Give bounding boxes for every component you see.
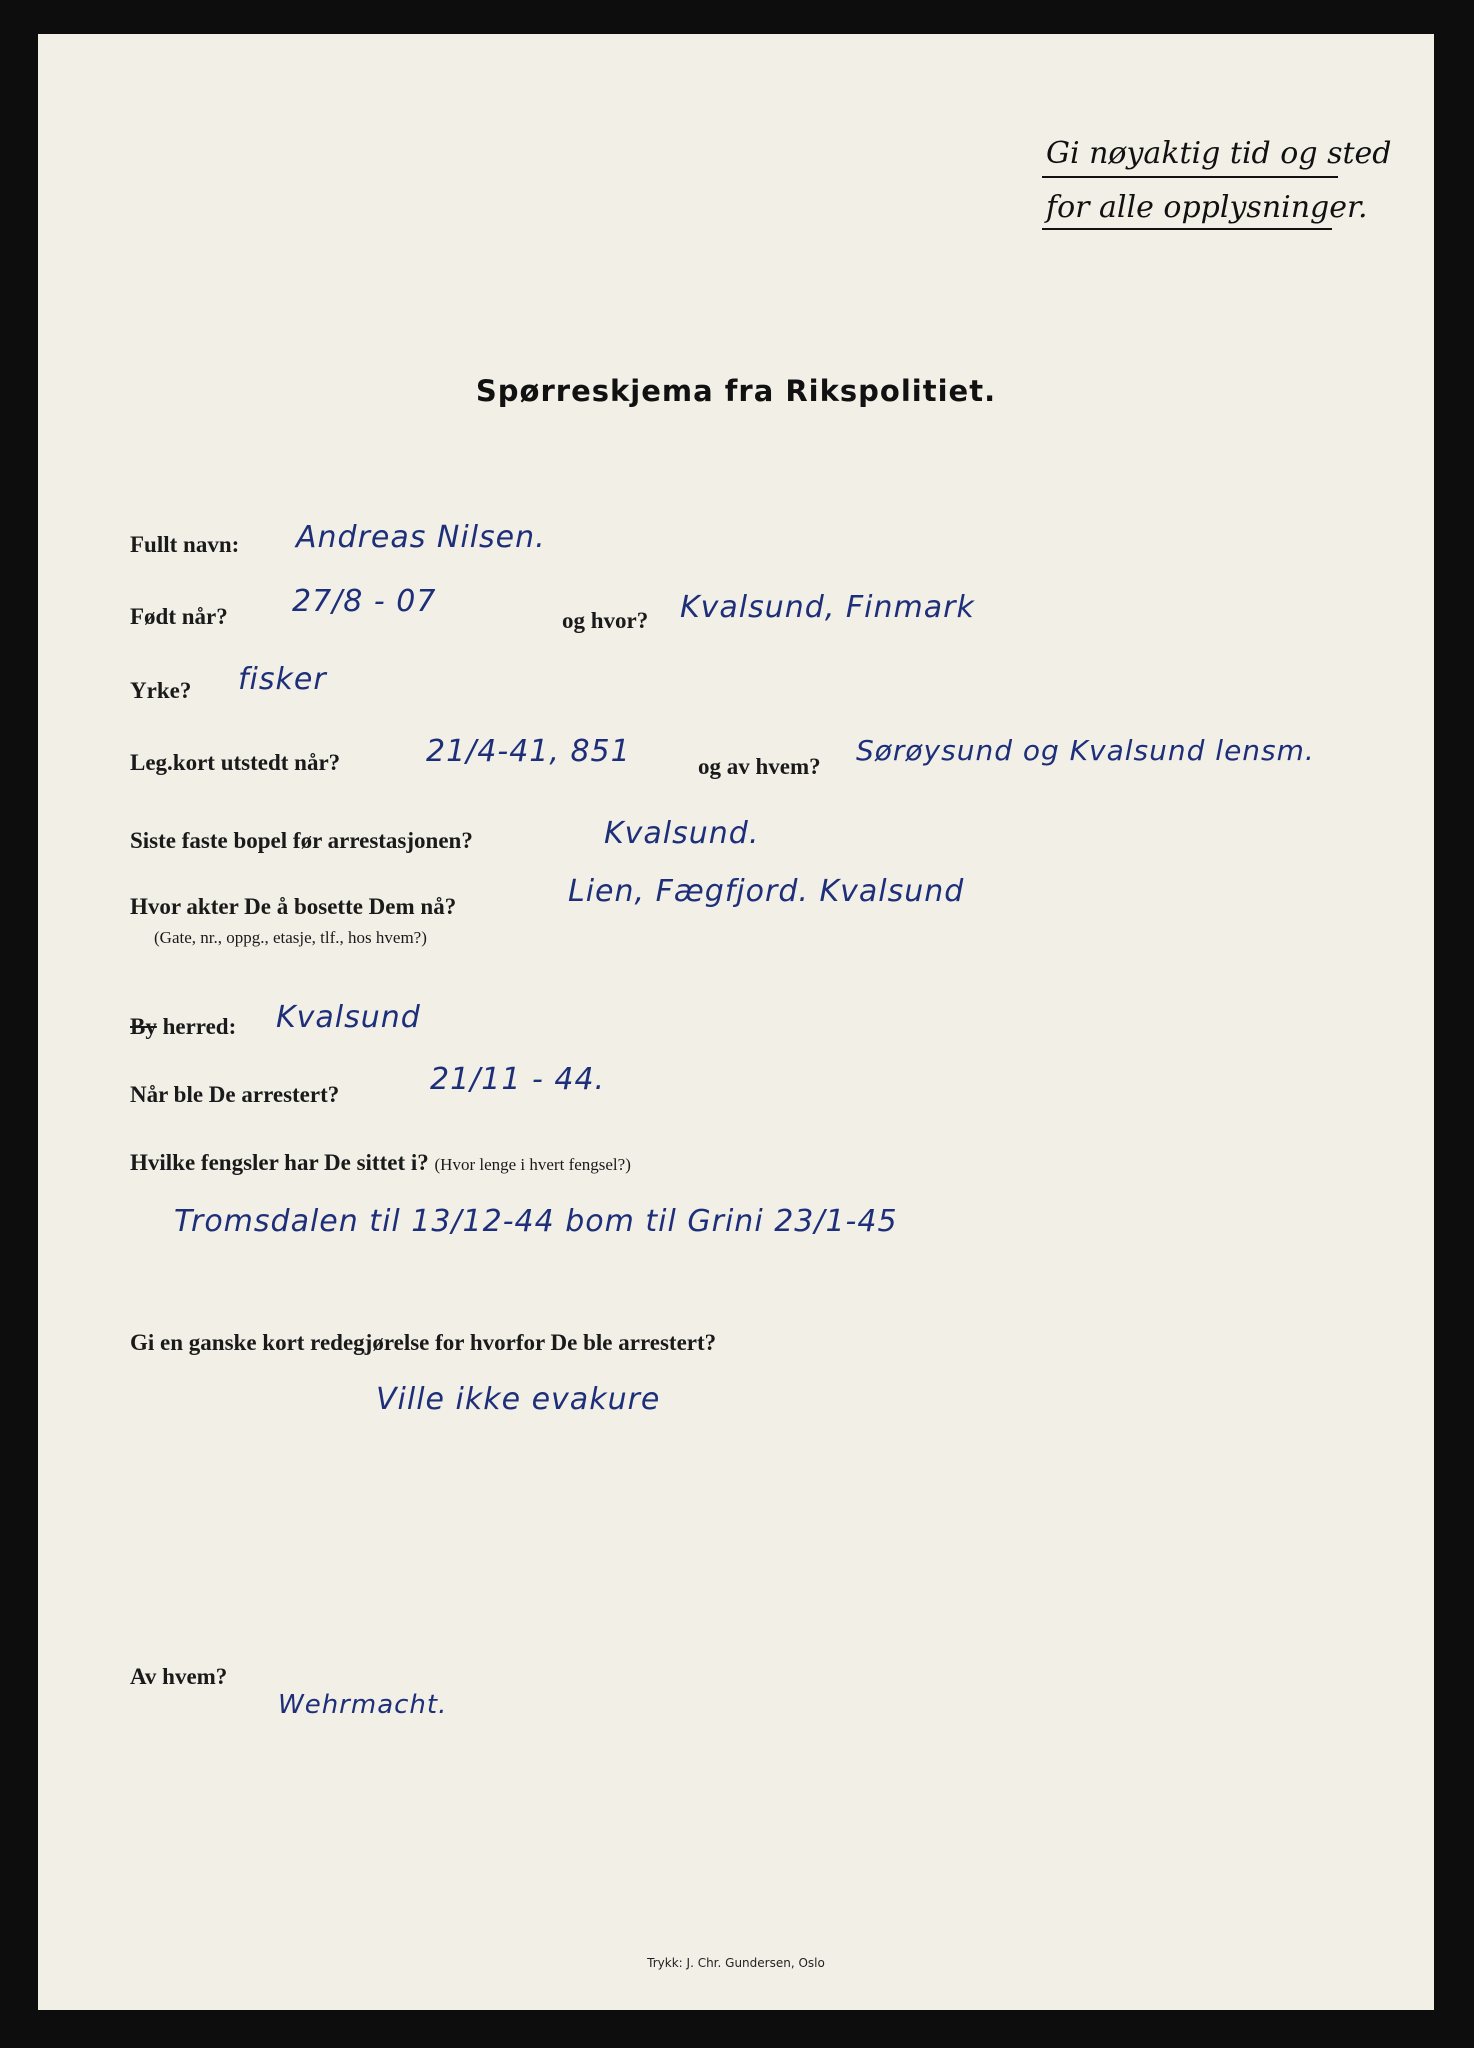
- legcard-when-label: Leg.kort utstedt når?: [130, 750, 341, 775]
- instruction-note-line1: Gi nøyaktig tid og sted: [1046, 136, 1392, 171]
- born-when-label: Født når?: [130, 604, 228, 629]
- prisons-value: Tromsdalen til 13/12-44 bom til Grini 23/1-45: [174, 1204, 898, 1239]
- prisons-hint: (Hvor lenge i hvert fengsel?): [434, 1155, 631, 1174]
- prisons-question: Hvilke fengsler har De sittet i?: [130, 1150, 429, 1175]
- form-sheet: [38, 34, 1434, 2010]
- born-when-value: 27/8 - 07: [292, 584, 437, 619]
- form-title: Spørreskjema fra Rikspolitiet.: [475, 374, 997, 408]
- by-whom-value: Wehrmacht.: [278, 1690, 448, 1720]
- last-address-value: Kvalsund.: [604, 816, 760, 851]
- note-underline-1: [1042, 176, 1338, 178]
- legcard-by-label: og av hvem?: [698, 754, 821, 779]
- legcard-when-value: 21/4-41, 851: [426, 734, 631, 769]
- by-label-struck: By: [130, 1014, 157, 1039]
- printer-footer: Trykk: J. Chr. Gundersen, Oslo: [647, 1956, 825, 1970]
- herred-label: herred:: [162, 1014, 237, 1039]
- occupation-value: fisker: [238, 662, 327, 697]
- note-underline-2: [1042, 228, 1332, 230]
- name-label: Fullt navn:: [130, 532, 240, 557]
- arrested-label: Når ble De arrestert?: [130, 1082, 340, 1107]
- arrested-value: 21/11 - 44.: [430, 1062, 606, 1097]
- born-where-label: og hvor?: [562, 608, 649, 633]
- legcard-by-value: Sørøysund og Kvalsund lensm.: [856, 734, 1315, 767]
- reason-label: Gi en ganske kort redegjørelse for hvorfor De ble arrestert?: [130, 1330, 717, 1355]
- settle-label: Hvor akter De å bosette Dem nå?: [130, 894, 457, 919]
- by-herred-label: [130, 1014, 236, 1040]
- herred-value: Kvalsund: [276, 1000, 421, 1035]
- prisons-label: [130, 1150, 631, 1176]
- by-whom-label: Av hvem?: [130, 1664, 228, 1689]
- last-address-label: Siste faste bopel før arrestasjonen?: [130, 828, 473, 853]
- born-where-value: Kvalsund, Finmark: [680, 590, 975, 625]
- settle-hint: (Gate, nr., oppg., etasje, tlf., hos hvem?): [154, 928, 427, 947]
- name-value: Andreas Nilsen.: [296, 520, 546, 555]
- instruction-note-line2: for alle opplysninger.: [1046, 190, 1368, 225]
- settle-value: Lien, Fægfjord. Kvalsund: [568, 874, 965, 909]
- reason-value: Ville ikke evakure: [376, 1382, 661, 1417]
- occupation-label: Yrke?: [130, 678, 192, 703]
